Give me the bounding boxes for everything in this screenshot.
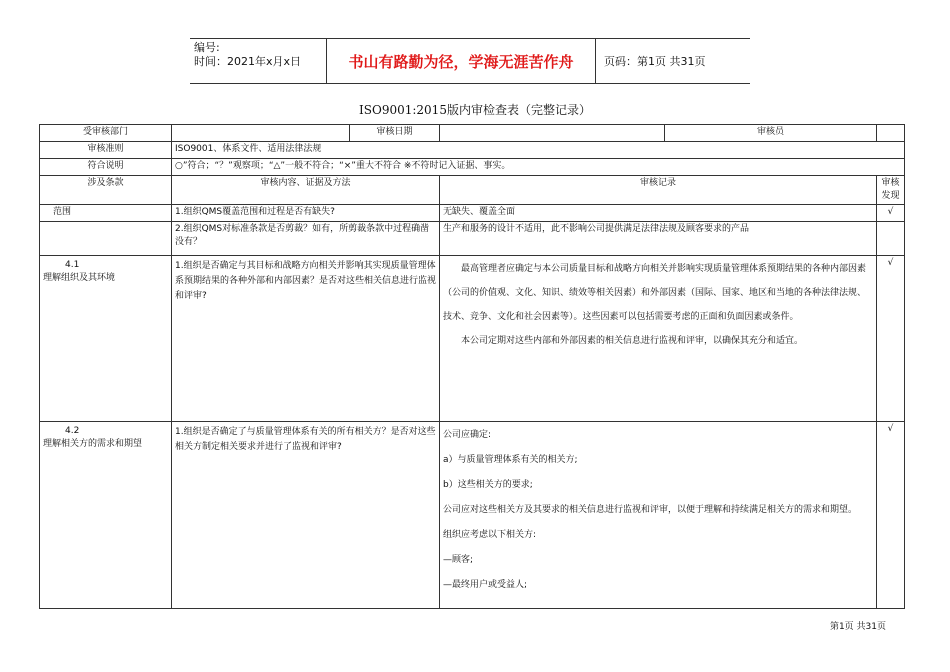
table-row bbox=[40, 125, 905, 142]
col-header-content: 审核内容、证据及方法 bbox=[172, 176, 440, 205]
record-paragraph: 本公司定期对这些内部和外部因素的相关信息进行监视和评审，以确保其充分和适宜。 bbox=[461, 336, 804, 346]
time-label: 时间：2021年x月x日 bbox=[194, 55, 302, 68]
record-line: —顾客; bbox=[443, 555, 474, 565]
record-paragraph: 最高管理者应确定与本公司质量目标和战略方向相关并影响实现质量管理体系预期结果的各种内部因素（公司的价值观、文化、知识、绩效等相关因素）和外部因素（国际、国家、地区和当地的各种法律法规、技术、竞争、文化和社会因素等）。这些因素可以包括需要考虑的正面和负面因素或条件。 bbox=[443, 264, 867, 322]
table-row bbox=[40, 422, 905, 609]
clause-cell bbox=[40, 422, 172, 609]
header-page-info: 页码：第1页 共31页 bbox=[604, 55, 706, 68]
table-row bbox=[40, 159, 905, 176]
content-cell: 1.组织是否确定了与质量管理体系有关的所有相关方？是否对这些相关方制定相关要求并进行了监视和评审? bbox=[172, 422, 440, 609]
table-header-row bbox=[40, 176, 905, 205]
record-line: 组织应考虑以下相关方: bbox=[443, 530, 537, 540]
conform-value: ○”符合；“？”观察项；“△”一般不符合；“×”重大不符合 ※不符时记入证据、事实。 bbox=[172, 159, 905, 176]
table-row bbox=[40, 142, 905, 159]
record-line: 公司应对这些相关方及其要求的相关信息进行监视和评审，以便于理解和持续满足相关方的需求和期望。 bbox=[443, 505, 858, 515]
criteria-value: ISO9001、体系文件、适用法律法规 bbox=[172, 142, 905, 159]
clause-name: 范围 bbox=[53, 207, 72, 217]
page-title: ISO9001:2015版内审检查表（完整记录） bbox=[359, 103, 591, 117]
document-header bbox=[190, 38, 750, 84]
col-header-record: 审核记录 bbox=[440, 176, 877, 205]
table-row bbox=[40, 256, 905, 422]
content-cell: 1.组织是否确定与其目标和战略方向相关并影响其实现质量管理体系预期结果的各种外部和内部因素？是否对这些相关信息进行监视和评审? bbox=[172, 256, 440, 422]
table-row bbox=[40, 222, 905, 256]
page-footer: 第1页 共31页 bbox=[829, 622, 886, 632]
header-divider bbox=[595, 39, 596, 83]
auditor-value[interactable] bbox=[877, 125, 905, 142]
finding-cell: √ bbox=[877, 256, 905, 422]
clause-cell bbox=[40, 205, 172, 222]
record-line: 生产和服务的设计不适用，此不影响公司提供满足法律法规及顾客要求的产品 bbox=[443, 224, 750, 234]
col-header-clause: 涉及条款 bbox=[40, 176, 172, 205]
auditor-label: 审核员 bbox=[665, 125, 877, 142]
header-motto: 书山有路勤为径，学海无涯苦作舟 bbox=[348, 52, 574, 71]
table-row bbox=[40, 205, 905, 222]
content-cell: 1.组织QMS覆盖范围和过程是否有缺失? bbox=[172, 205, 440, 222]
conform-label: 符合说明 bbox=[40, 159, 172, 176]
record-cell bbox=[440, 222, 877, 256]
clause-number: 4.1 bbox=[65, 260, 80, 270]
record-line: b）这些相关方的要求; bbox=[443, 480, 533, 490]
clause-name: 理解组织及其环境 bbox=[43, 273, 116, 283]
dept-value[interactable] bbox=[172, 125, 350, 142]
content-cell: 2.组织QMS对标准条款是否剪裁？如有，所剪裁条款中过程确凿没有？ bbox=[172, 222, 440, 256]
record-cell bbox=[440, 205, 877, 222]
record-line: 无缺失、覆盖全面 bbox=[443, 207, 516, 217]
finding-cell bbox=[877, 222, 905, 256]
finding-cell: √ bbox=[877, 422, 905, 609]
criteria-label: 审核准则 bbox=[40, 142, 172, 159]
clause-name: 理解相关方的需求和期望 bbox=[43, 439, 143, 449]
col-header-finding: 审核发现 bbox=[877, 176, 905, 205]
date-label: 审核日期 bbox=[350, 125, 440, 142]
record-line: 公司应确定: bbox=[443, 430, 492, 440]
record-line: a）与质量管理体系有关的相关方; bbox=[443, 455, 578, 465]
finding-cell: √ bbox=[877, 205, 905, 222]
date-value[interactable] bbox=[440, 125, 665, 142]
clause-cell bbox=[40, 222, 172, 256]
record-cell bbox=[440, 256, 877, 422]
header-meta bbox=[194, 41, 301, 69]
dept-label: 受审核部门 bbox=[40, 125, 172, 142]
clause-cell bbox=[40, 256, 172, 422]
record-cell bbox=[440, 422, 877, 609]
number-label: 编号: bbox=[194, 41, 220, 54]
record-line: —最终用户或受益人; bbox=[443, 580, 528, 590]
audit-checklist-table bbox=[39, 124, 905, 609]
clause-number: 4.2 bbox=[65, 426, 80, 436]
